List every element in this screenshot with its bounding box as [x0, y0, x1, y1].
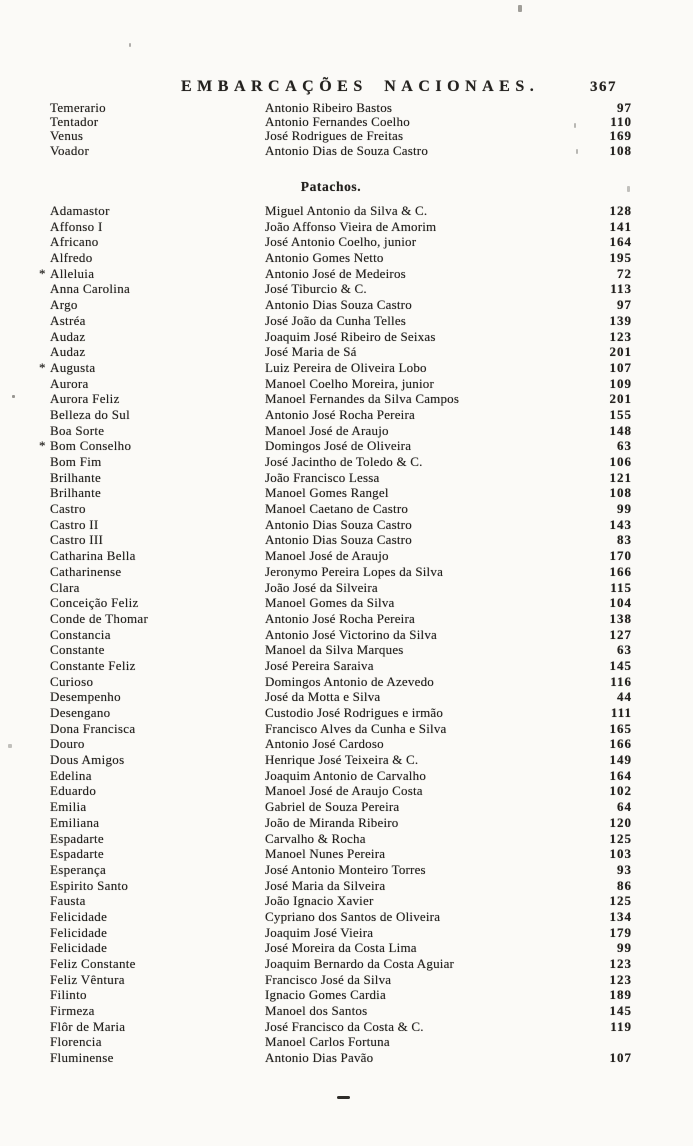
vessel-name: Argo	[50, 297, 78, 313]
owner-name: João de Miranda Ribeiro	[265, 814, 399, 830]
vessel-name: Audaz	[50, 344, 86, 360]
tonnage-value: 189	[609, 987, 632, 1003]
vessel-name: Temerario	[50, 100, 106, 115]
tonnage-value: 169	[609, 128, 632, 144]
vessel-name: Tentador	[50, 114, 99, 130]
owner-name: Antonio José Rocha Pereira	[265, 610, 415, 626]
vessel-name: Augusta	[50, 359, 96, 375]
vessel-name: Felicidade	[50, 908, 108, 924]
tonnage-value: 63	[617, 642, 632, 658]
tonnage-value: 201	[609, 344, 632, 360]
tonnage-value: 97	[617, 100, 632, 115]
tonnage-value: 116	[610, 673, 632, 689]
table-row	[50, 376, 632, 392]
tonnage-value: 97	[617, 297, 632, 313]
table-row	[50, 313, 632, 329]
owner-name: Antonio Fernandes Coelho	[265, 114, 410, 130]
table-row	[50, 548, 632, 564]
scan-speck	[12, 395, 15, 398]
owner-name: Antonio José de Medeiros	[265, 265, 406, 281]
owner-name: Ignacio Gomes Cardia	[265, 987, 386, 1003]
owner-name: Manoel Carlos Fortuna	[265, 1034, 390, 1050]
owner-name: Manoel dos Santos	[265, 1003, 368, 1019]
owner-name: José Tiburcio & C.	[265, 281, 367, 297]
tonnage-value: 139	[609, 312, 632, 328]
tonnage-value: 166	[609, 736, 632, 752]
tonnage-value: 134	[609, 908, 632, 924]
scan-speck	[129, 43, 131, 47]
table-row	[50, 485, 632, 501]
tonnage-value: 111	[610, 705, 632, 720]
section-heading-patachos: Patachos.	[300, 179, 362, 194]
vessel-name: Fluminense	[50, 1050, 114, 1066]
vessel-name: Florencia	[50, 1034, 102, 1050]
tonnage-value: 104	[609, 595, 632, 611]
owner-name: Manoel José de Araujo	[265, 548, 389, 564]
vessel-name: Catharina Bella	[50, 548, 136, 564]
table-row	[39, 265, 632, 282]
vessel-name: Emiliana	[50, 814, 100, 830]
table-row	[50, 909, 632, 925]
tonnage-value: 164	[609, 767, 632, 783]
footnote-marker: *	[39, 265, 46, 281]
table-row	[50, 564, 632, 580]
table-row	[50, 250, 632, 266]
owner-name: Miguel Antonio da Silva & C.	[265, 203, 428, 218]
tonnage-value: 143	[609, 516, 632, 532]
footnote-marker: *	[39, 359, 46, 375]
owner-name: Cypriano dos Santos de Oliveira	[265, 908, 441, 924]
vessel-name: Boa Sorte	[50, 422, 105, 438]
table-row	[50, 454, 632, 470]
table-row	[50, 940, 632, 956]
owner-name: Gabriel de Souza Pereira	[265, 799, 400, 815]
vessel-name: Espirito Santo	[50, 877, 129, 893]
table-row	[50, 987, 632, 1003]
vessel-name: Esperança	[50, 861, 107, 877]
vessel-name: Clara	[50, 579, 80, 595]
tonnage-value: 121	[609, 469, 632, 485]
vessel-name: Alfredo	[50, 250, 93, 266]
owner-name: Antonio Dias de Souza Castro	[265, 142, 429, 158]
table-row	[50, 281, 632, 297]
tonnage-value: 102	[609, 783, 632, 799]
tonnage-value: 201	[609, 391, 632, 407]
tonnage-value: 103	[609, 846, 632, 862]
vessel-name: Alleluia	[50, 265, 95, 281]
vessel-name: Fausta	[50, 893, 86, 909]
vessel-name: Emilia	[50, 799, 87, 815]
table-row	[50, 705, 632, 721]
vessel-name: Castro	[50, 501, 86, 517]
vessel-name: Conceição Feliz	[50, 595, 139, 611]
owner-name: Domingos Antonio de Azevedo	[265, 673, 434, 689]
page-title: EMBARCAÇÕES NACIONAES.	[181, 78, 540, 95]
table-row	[50, 925, 632, 941]
table-row	[50, 129, 632, 143]
vessel-name: Voador	[50, 142, 90, 158]
table-row	[50, 799, 632, 815]
owner-name: Manoel Nunes Pereira	[265, 846, 386, 862]
vessel-name: Venus	[50, 128, 84, 144]
table-row	[50, 627, 632, 643]
owner-name: Manoel Gomes Rangel	[265, 485, 389, 501]
vessel-name: Adamastor	[50, 203, 110, 218]
vessel-name: Dous Amigos	[50, 752, 125, 768]
owner-name: José Rodrigues de Freitas	[265, 128, 404, 144]
tonnage-value: 127	[609, 626, 632, 642]
owner-name: Manoel da Silva Marques	[265, 642, 404, 658]
table-row	[50, 144, 632, 158]
table-row	[50, 752, 632, 768]
vessel-name: Felicidade	[50, 924, 108, 940]
table-row	[50, 658, 632, 674]
table-row	[50, 862, 632, 878]
table-row	[50, 115, 632, 129]
table-row	[50, 878, 632, 894]
tonnage-value: 166	[609, 563, 632, 579]
vessel-name: Douro	[50, 736, 85, 752]
vessel-name: Aurora	[50, 375, 89, 391]
vessel-name: Conde de Thomar	[50, 610, 149, 626]
vessel-name: Desempenho	[50, 689, 121, 705]
owner-name: Manoel José de Araujo Costa	[265, 783, 423, 799]
owner-name: Manoel Fernandes da Silva Campos	[265, 391, 460, 407]
tonnage-value: 138	[609, 610, 632, 626]
table-row	[50, 101, 632, 115]
owner-name: Joaquim José Ribeiro de Seixas	[265, 328, 436, 344]
tonnage-value: 44	[617, 689, 632, 705]
table-row	[50, 783, 632, 799]
tonnage-value: 170	[609, 548, 632, 564]
owner-name: Manoel Gomes da Silva	[265, 595, 395, 611]
vessel-name: Brilhante	[50, 469, 102, 485]
vessel-name: Dona Francisca	[50, 720, 136, 736]
vessel-name: Edelina	[50, 767, 92, 783]
table-row	[50, 1034, 632, 1050]
owner-name: Henrique José Teixeira & C.	[265, 752, 419, 768]
tonnage-value: 145	[609, 1003, 632, 1019]
vessel-name: Castro II	[50, 516, 99, 532]
owner-name: Antonio José Cardoso	[265, 736, 384, 752]
tonnage-value: 108	[609, 485, 632, 501]
vessel-name: Curioso	[50, 673, 94, 689]
owner-name: Antonio Gomes Netto	[265, 250, 384, 266]
vessel-name: Constante	[50, 642, 105, 658]
vessel-name: Affonso I	[50, 218, 103, 234]
footnote-marker: *	[39, 438, 46, 454]
table-row	[50, 768, 632, 784]
owner-name: José Francisco da Costa & C.	[265, 1018, 424, 1034]
owner-name: José Maria da Silveira	[265, 877, 386, 893]
tonnage-value: 145	[609, 657, 632, 673]
owner-name: Antonio Dias Souza Castro	[265, 532, 412, 548]
table-row	[50, 1050, 632, 1066]
scan-speck	[576, 149, 578, 154]
vessel-name: Anna Carolina	[50, 281, 131, 297]
vessel-name: Feliz Constante	[50, 956, 136, 971]
tonnage-value: 148	[609, 422, 632, 438]
table-row	[50, 642, 632, 658]
vessel-name: Flôr de Maria	[50, 1018, 126, 1034]
owner-name: José Pereira Saraiva	[265, 657, 374, 673]
table-row	[50, 234, 632, 250]
owner-name: João Francisco Lessa	[265, 469, 380, 485]
vessel-name: Astréa	[50, 312, 86, 328]
tonnage-value: 115	[610, 579, 632, 595]
vessel-name: Constancia	[50, 626, 111, 642]
table-row	[50, 470, 632, 486]
vessel-table-top	[50, 101, 632, 158]
owner-name: José João da Cunha Telles	[265, 312, 407, 328]
table-row	[50, 423, 632, 439]
tonnage-value: 179	[609, 924, 632, 940]
tonnage-value: 141	[609, 218, 632, 234]
owner-name: Antonio José Rocha Pereira	[265, 406, 415, 422]
table-row	[50, 532, 632, 548]
tonnage-value: 195	[609, 250, 632, 266]
owner-name: Antonio Ribeiro Bastos	[265, 100, 393, 115]
table-row	[50, 580, 632, 596]
vessel-name: Africano	[50, 234, 99, 250]
tonnage-value: 64	[617, 799, 632, 815]
table-row	[50, 689, 632, 705]
vessel-name: Constante Feliz	[50, 657, 136, 673]
vessel-name: Catharinense	[50, 563, 122, 579]
tonnage-value: 72	[617, 265, 632, 281]
tonnage-value: 165	[609, 720, 632, 736]
tonnage-value: 155	[609, 406, 632, 422]
table-row	[50, 956, 632, 972]
table-row	[50, 893, 632, 909]
vessel-name: Firmeza	[50, 1003, 95, 1019]
owner-name: Francisco Alves da Cunha e Silva	[265, 720, 447, 736]
owner-name: Carvalho & Rocha	[265, 830, 366, 846]
table-row	[50, 517, 632, 533]
owner-name: José Moreira da Costa Lima	[265, 940, 417, 956]
scan-speck	[518, 5, 522, 12]
owner-name: Joaquim José Vieira	[265, 924, 374, 940]
table-row	[50, 219, 632, 235]
owner-name: João Affonso Vieira de Amorim	[265, 218, 437, 234]
tonnage-value: 125	[609, 830, 632, 846]
table-row	[50, 1003, 632, 1019]
owner-name: José Antonio Coelho, junior	[265, 234, 417, 250]
vessel-name: Feliz Vêntura	[50, 971, 125, 987]
owner-name: Manoel Caetano de Castro	[265, 501, 409, 517]
owner-name: Antonio Dias Souza Castro	[265, 297, 412, 313]
tonnage-value: 86	[617, 877, 632, 893]
owner-name: Domingos José de Oliveira	[265, 438, 412, 454]
tonnage-value: 119	[610, 1018, 632, 1034]
tonnage-value: 149	[609, 752, 632, 768]
vessel-name: Belleza do Sul	[50, 406, 131, 422]
owner-name: Luiz Pereira de Oliveira Lobo	[265, 359, 427, 375]
table-row	[50, 831, 632, 847]
table-row	[50, 203, 632, 219]
tonnage-value: 128	[609, 203, 632, 218]
table-row	[50, 1019, 632, 1035]
vessel-name: Filinto	[50, 987, 87, 1003]
owner-name: José Jacintho de Toledo & C.	[265, 454, 423, 469]
table-row	[50, 721, 632, 737]
owner-name: Francisco José da Silva	[265, 971, 392, 987]
owner-name: João José da Silveira	[265, 579, 378, 595]
owner-name: Joaquim Antonio de Carvalho	[265, 767, 427, 783]
tonnage-value: 99	[617, 940, 632, 956]
owner-name: Jeronymo Pereira Lopes da Silva	[265, 563, 444, 579]
table-row	[50, 815, 632, 831]
table-row	[50, 611, 632, 627]
tonnage-value: 123	[609, 328, 632, 344]
vessel-name: Audaz	[50, 328, 86, 344]
vessel-name: Bom Conselho	[50, 438, 132, 454]
vessel-name: Castro III	[50, 532, 104, 548]
table-row	[50, 344, 632, 360]
table-row	[50, 501, 632, 517]
vessel-name: Bom Fim	[50, 454, 102, 469]
bottom-rule-mark	[337, 1096, 350, 1099]
owner-name: Joaquim Bernardo da Costa Aguiar	[265, 956, 455, 971]
tonnage-value: 108	[609, 142, 632, 158]
table-row	[39, 438, 632, 454]
tonnage-value: 164	[609, 234, 632, 250]
vessel-name: Desengano	[50, 705, 111, 720]
vessel-table-patachos	[39, 203, 632, 1066]
tonnage-value: 110	[610, 114, 632, 130]
table-row	[50, 391, 632, 407]
owner-name: João Ignacio Xavier	[265, 893, 374, 909]
scan-speck	[8, 744, 12, 748]
tonnage-value: 99	[617, 501, 632, 517]
owner-name: José da Motta e Silva	[265, 689, 381, 705]
tonnage-value: 106	[609, 454, 632, 469]
page-number: 367	[590, 79, 617, 95]
owner-name: Manoel José de Araujo	[265, 422, 389, 438]
tonnage-value: 123	[609, 956, 632, 971]
owner-name: José Maria de Sá	[265, 344, 357, 360]
owner-name: Antonio Dias Souza Castro	[265, 516, 412, 532]
tonnage-value: 93	[617, 861, 632, 877]
vessel-name: Brilhante	[50, 485, 102, 501]
tonnage-value: 83	[617, 532, 632, 548]
tonnage-value: 123	[609, 971, 632, 987]
owner-name: Antonio José Victorino da Silva	[265, 626, 438, 642]
tonnage-value: 113	[610, 281, 632, 297]
vessel-name: Aurora Feliz	[50, 391, 120, 407]
owner-name: Manoel Coelho Moreira, junior	[265, 375, 434, 391]
owner-name: Antonio Dias Pavão	[265, 1050, 374, 1066]
vessel-name: Espadarte	[50, 846, 104, 862]
table-row	[50, 595, 632, 611]
tonnage-value: 107	[609, 1050, 632, 1066]
table-row	[50, 674, 632, 690]
tonnage-value: 109	[609, 375, 632, 391]
tonnage-value: 107	[609, 359, 632, 375]
tonnage-value: 125	[609, 893, 632, 909]
table-row	[50, 736, 632, 752]
vessel-name: Espadarte	[50, 830, 104, 846]
owner-name: José Antonio Monteiro Torres	[265, 861, 426, 877]
scan-speck	[627, 186, 630, 192]
tonnage-value: 63	[617, 438, 632, 454]
scan-speck	[574, 123, 576, 128]
table-row	[50, 297, 632, 313]
table-row	[50, 972, 632, 988]
table-row	[50, 846, 632, 862]
tonnage-value: 120	[609, 814, 632, 830]
owner-name: Custodio José Rodrigues e irmão	[265, 705, 444, 720]
table-row	[50, 407, 632, 423]
table-row	[50, 329, 632, 345]
vessel-name: Felicidade	[50, 940, 108, 956]
table-row	[39, 359, 632, 376]
vessel-name: Eduardo	[50, 783, 97, 799]
